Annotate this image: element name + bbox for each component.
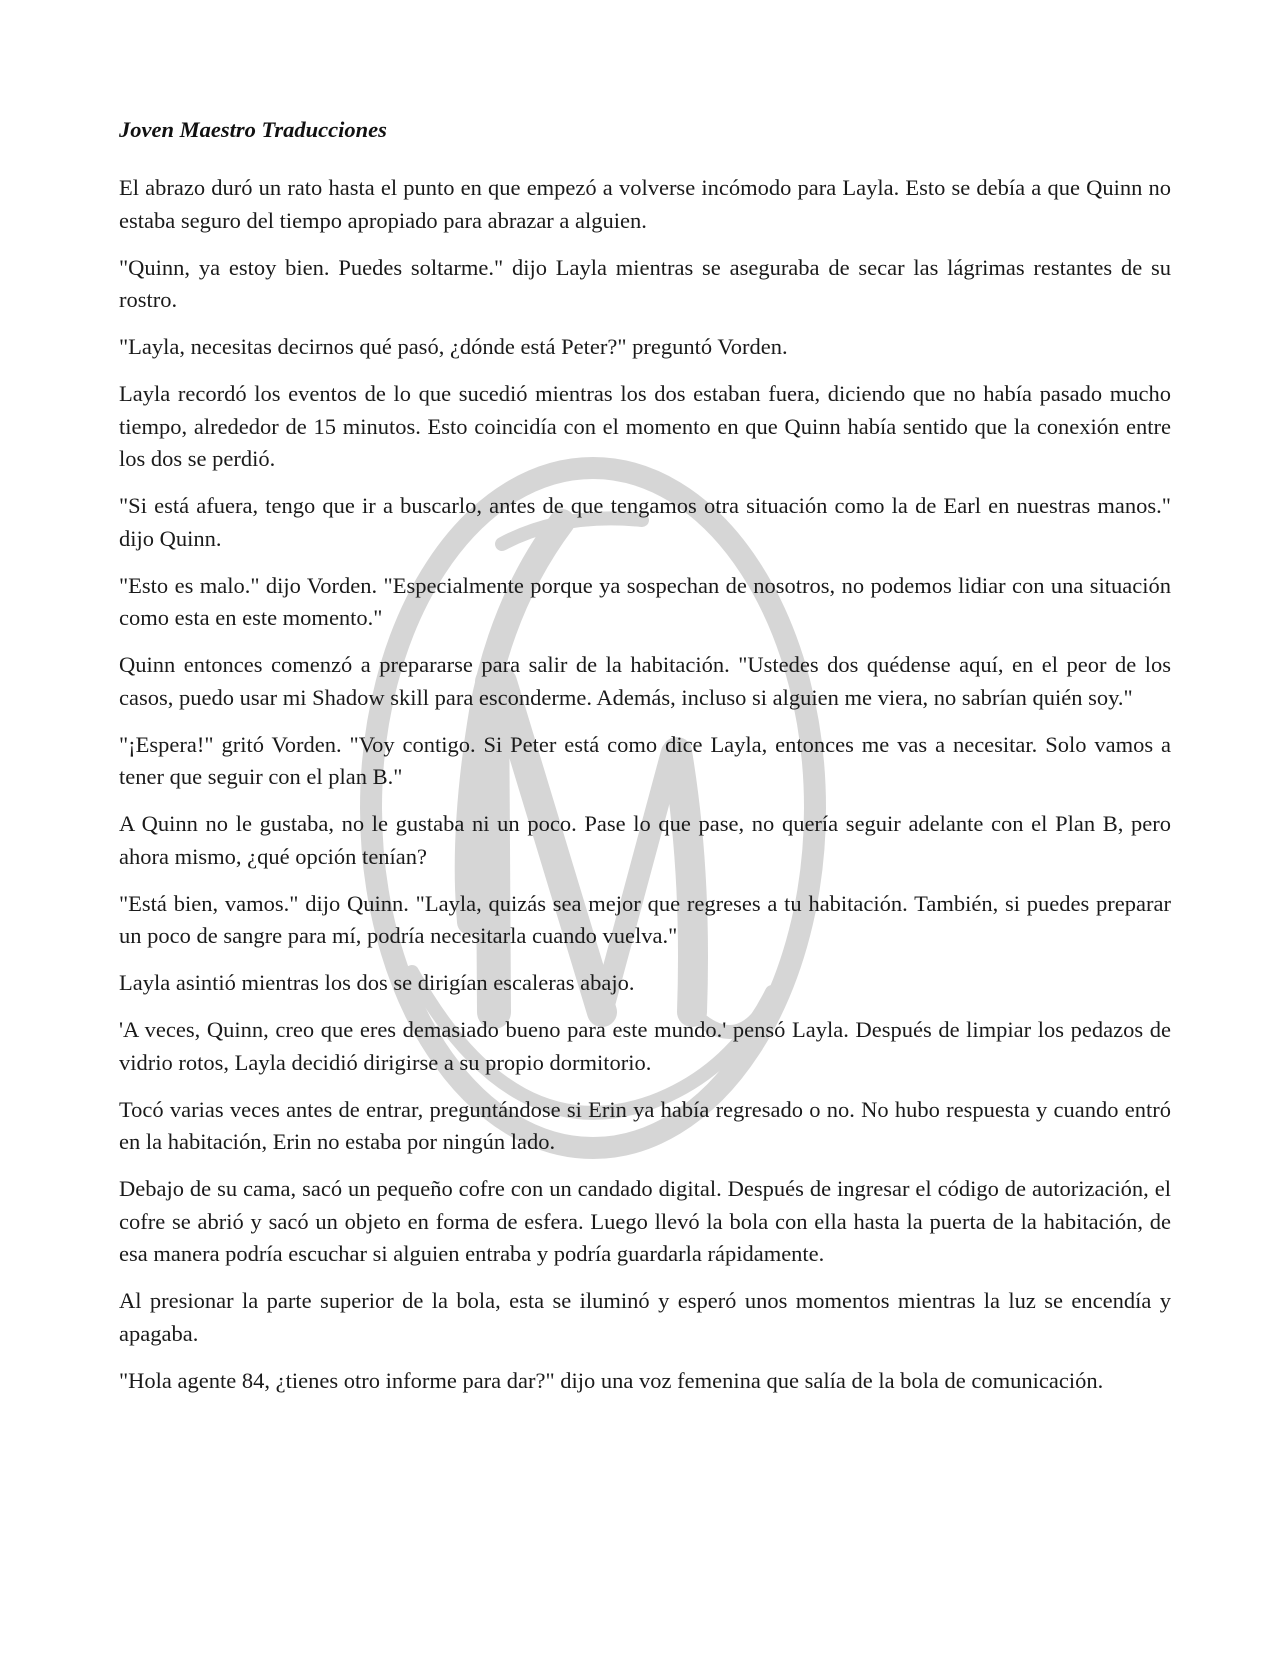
paragraph: El abrazo duró un rato hasta el punto en que empezó a volverse incómodo para Layla. Esto se debía a que Quinn no estaba seguro del tiempo apropiado para abrazar a alguien. — [119, 175, 1171, 233]
paragraph: "Está bien, vamos." dijo Quinn. "Layla, quizás sea mejor que regreses a tu habitación. También, si puedes preparar un poco de sangre para mí, podría necesitarla cuando vuelva." — [119, 890, 1171, 948]
paragraph: Quinn entonces comenzó a prepararse para salir de la habitación. "Ustedes dos quédense aquí, en el peor de los casos, puedo usar mi Shadow skill para esconderme. Además, incluso si alguien me viera, no sabrían quién soy." — [119, 652, 1171, 710]
paragraph: Layla asintió mientras los dos se dirigían escaleras abajo. — [119, 970, 635, 995]
paragraph: Tocó varias veces antes de entrar, preguntándose si Erin ya había regresado o no. No hubo respuesta y cuando entró en la habitación, Erin no estaba por ningún lado. — [119, 1096, 1171, 1154]
paragraph: 'A veces, Quinn, creo que eres demasiado bueno para este mundo.' pensó Layla. Después de limpiar los pedazos de vidrio rotos, Layla decidió dirigirse a su propio dormitorio. — [119, 1017, 1171, 1075]
document-header: Joven Maestro Traducciones — [119, 117, 387, 142]
paragraph: "¡Espera!" gritó Vorden. "Voy contigo. Si Peter está como dice Layla, entonces me vas a necesitar. Solo vamos a tener que seguir con el plan B." — [119, 731, 1171, 789]
paragraph: A Quinn no le gustaba, no le gustaba ni un poco. Pase lo que pase, no quería seguir adelante con el Plan B, pero ahora mismo, ¿qué opción tenían? — [119, 811, 1171, 869]
paragraph: "Esto es malo." dijo Vorden. "Especialmente porque ya sospechan de nosotros, no podemos lidiar con una situación como esta en este momento." — [119, 572, 1171, 630]
paragraph: "Hola agente 84, ¿tienes otro informe para dar?" dijo una voz femenina que salía de la bola de comunicación. — [119, 1367, 1104, 1393]
paragraph: Debajo de su cama, sacó un pequeño cofre con un candado digital. Después de ingresar el código de autorización, el cofre se abrió y sacó un objeto en forma de esfera. Luego llevó la bola con ella hasta la puerta de la habitación, de esa manera podría escuchar si alguien entraba y podría guardarla rápidamente. — [119, 1176, 1171, 1266]
paragraph: "Layla, necesitas decirnos qué pasó, ¿dónde está Peter?" preguntó Vorden. — [119, 334, 788, 359]
paragraph: "Quinn, ya estoy bien. Puedes soltarme." dijo Layla mientras se aseguraba de secar las lágrimas restantes de su rostro. — [119, 254, 1171, 312]
paragraph: Layla recordó los eventos de lo que sucedió mientras los dos estaban fuera, diciendo que no había pasado mucho tiempo, alrededor de 15 minutos. Esto coincidía con el momento en que Quinn había sentido que la conexión entre los dos se perdió. — [119, 381, 1171, 471]
paragraph: "Si está afuera, tengo que ir a buscarlo, antes de que tengamos otra situación como la de Earl en nuestras manos." dijo Quinn. — [119, 493, 1171, 551]
document-body — [119, 114, 1171, 1412]
paragraph: Al presionar la parte superior de la bola, esta se iluminó y esperó unos momentos mientras la luz se encendía y apagaba. — [119, 1288, 1171, 1346]
